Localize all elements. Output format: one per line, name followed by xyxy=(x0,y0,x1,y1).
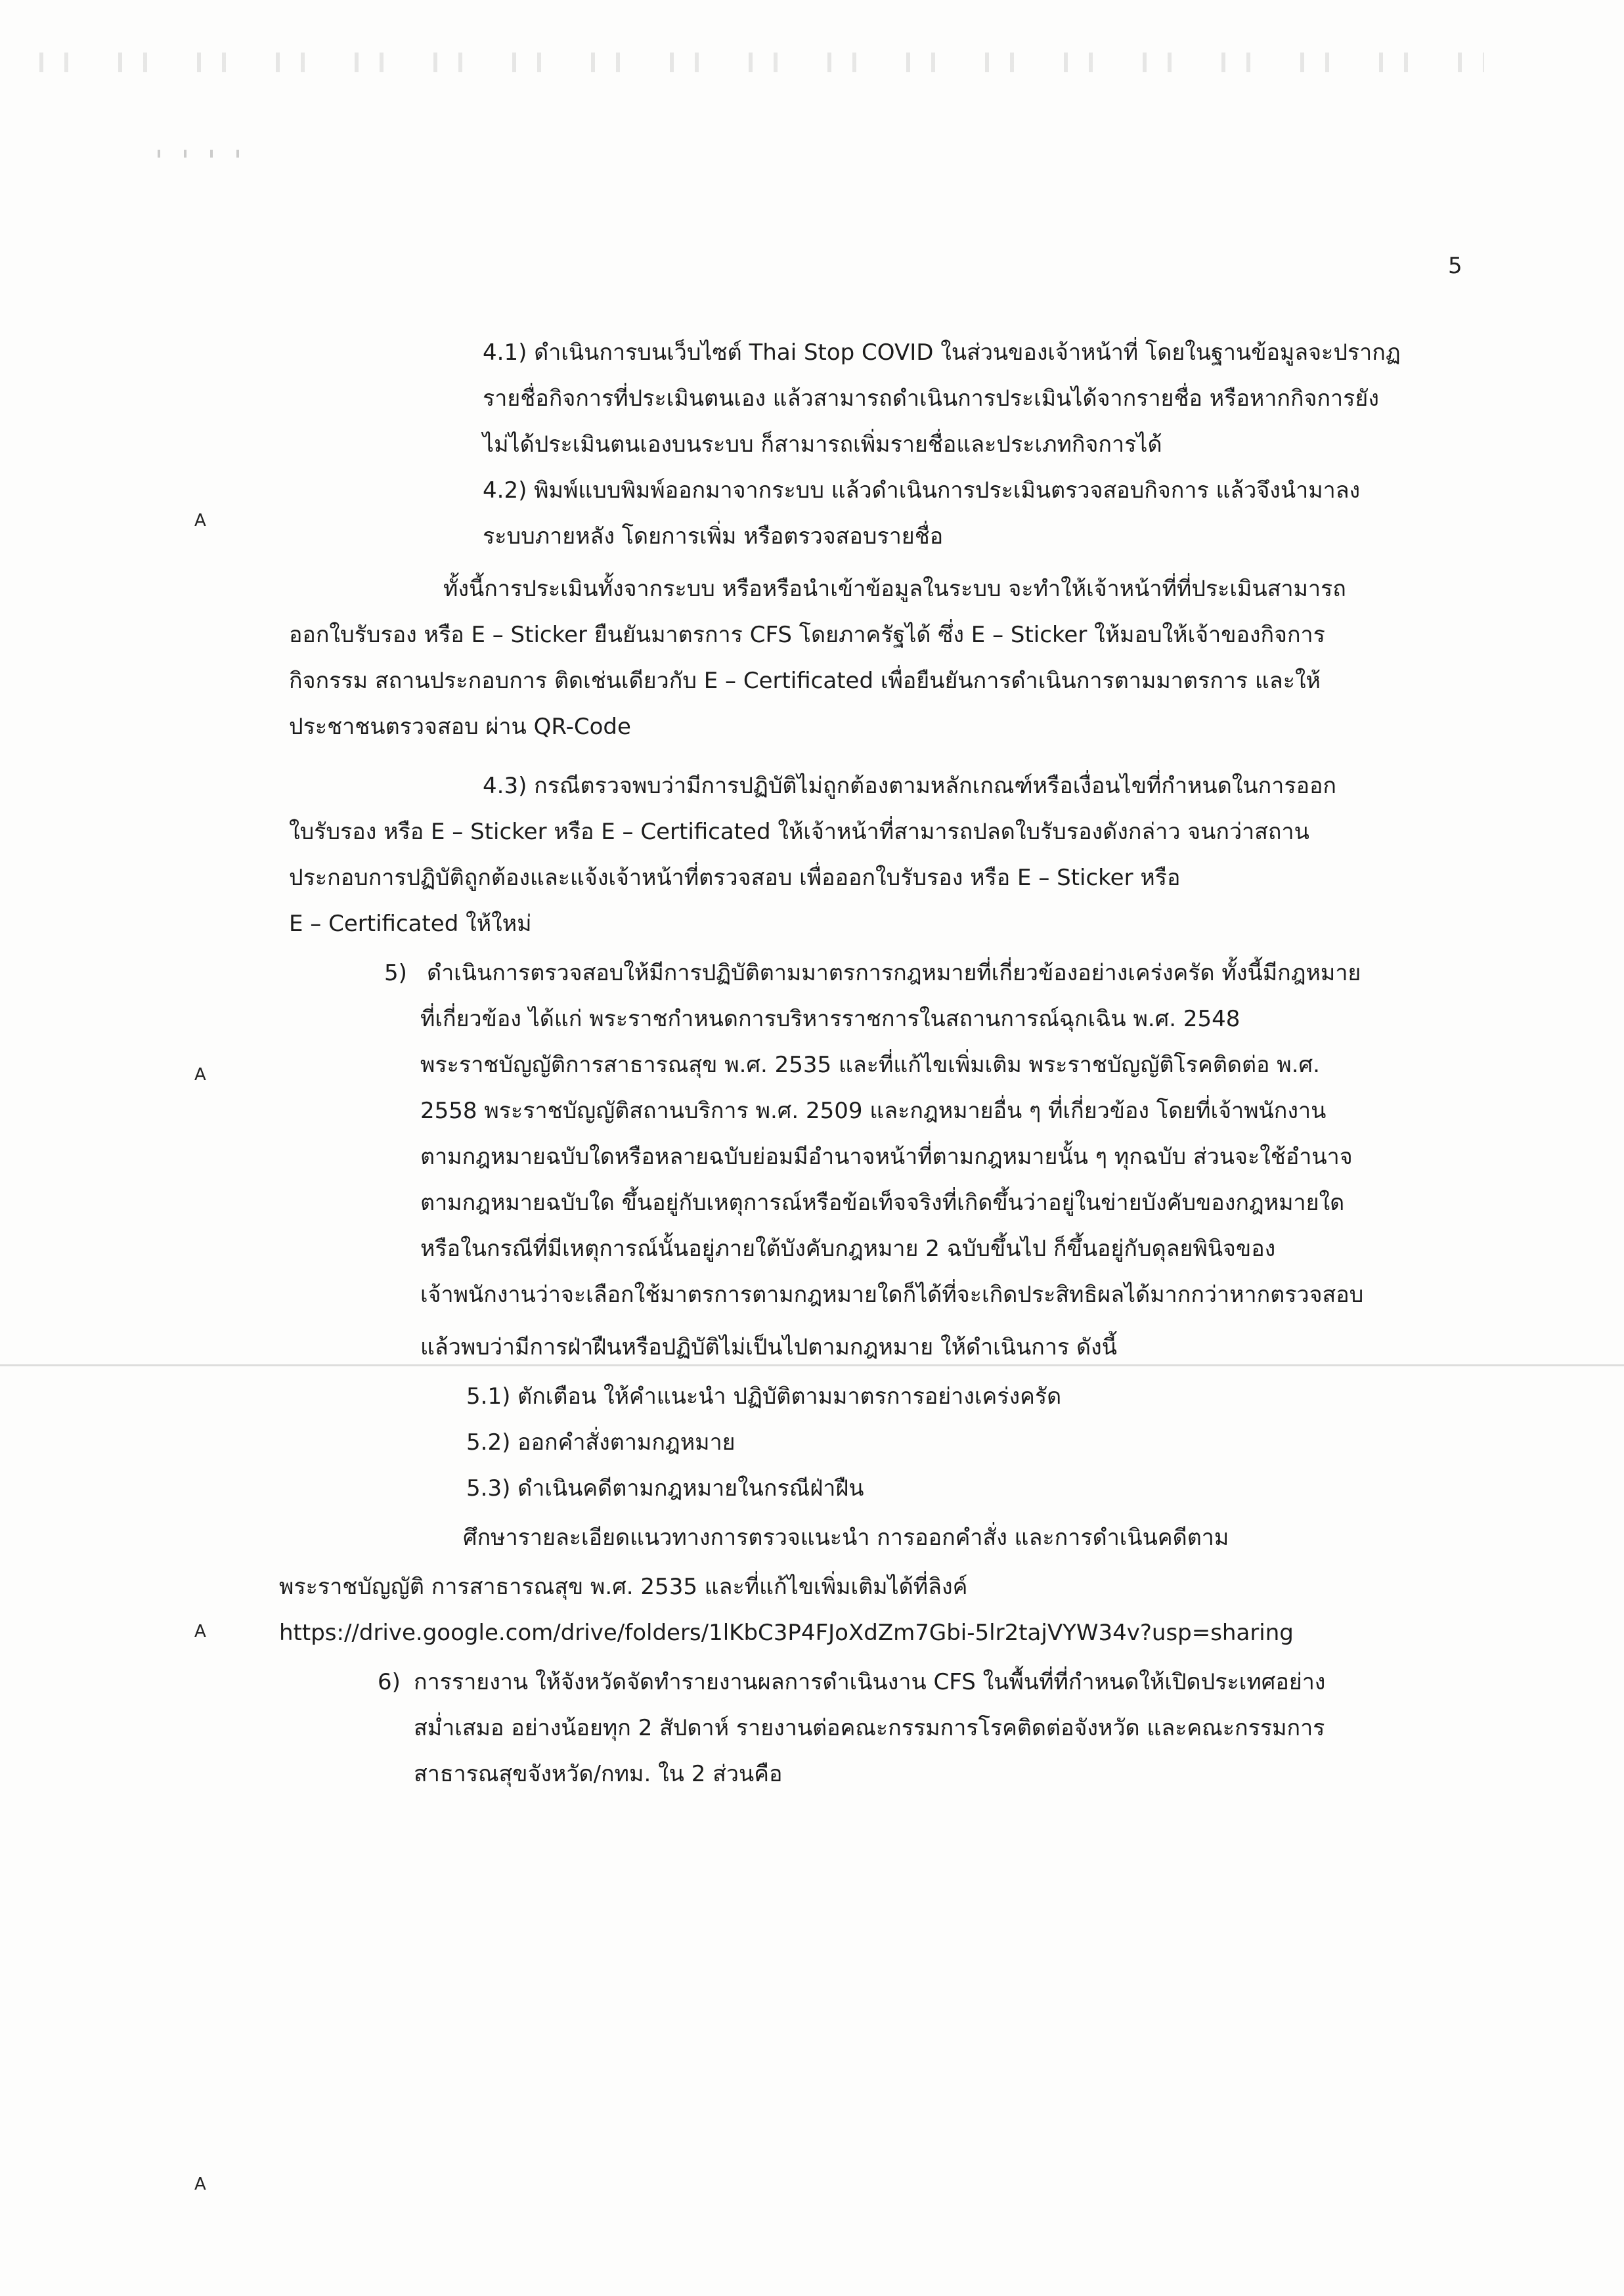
text-line: สาธารณสุขจังหวัด/กทม. ใน 2 ส่วนคือ xyxy=(414,1761,783,1787)
text-line: ใบรับรอง หรือ E – Sticker หรือ E – Certificated ให้เจ้าหน้าที่สามารถปลดใบรับรองดังกล่าว จนกว่าสถาน xyxy=(289,819,1309,845)
text-line: ออกใบรับรอง หรือ E – Sticker ยืนยันมาตรการ CFS โดยภาครัฐได้ ซึ่ง E – Sticker ให้มอบให้เจ้าของกิจการ xyxy=(289,622,1325,648)
text-line: ดำเนินการตรวจสอบให้มีการปฏิบัติตามมาตรการกฎหมายที่เกี่ยวข้องอย่างเคร่งครัด ทั้งนี้มีกฎหมาย xyxy=(427,960,1361,986)
list-number: 5) xyxy=(384,960,407,986)
list-number: 6) xyxy=(378,1669,401,1695)
scan-noise xyxy=(39,53,1484,72)
text-line: การรายงาน ให้จังหวัดจัดทำรายงานผลการดำเนินงาน CFS ในพื้นที่ที่กำหนดให้เปิดประเทศอย่าง xyxy=(414,1669,1326,1695)
text-line: ประกอบการปฏิบัติถูกต้องและแจ้งเจ้าหน้าที่ตรวจสอบ เพื่อออกใบรับรอง หรือ E – Sticker หรือ xyxy=(289,865,1181,891)
text-line: พระราชบัญญัติ การสาธารณสุข พ.ศ. 2535 และที่แก้ไขเพิ่มเติมได้ที่ลิงค์ xyxy=(279,1574,968,1600)
text-line: ศึกษารายละเอียดแนวทางการตรวจแนะนำ การออกคำสั่ง และการดำเนินคดีตาม xyxy=(463,1525,1229,1551)
text-line: ตามกฎหมายฉบับใดหรือหลายฉบับย่อมมีอำนาจหน้าที่ตามกฎหมายนั้น ๆ ทุกฉบับ ส่วนจะใช้อำนาจ xyxy=(420,1144,1353,1170)
text-line: แล้วพบว่ามีการฝ่าฝืนหรือปฏิบัติไม่เป็นไปตามกฎหมาย ให้ดำเนินการ ดังนี้ xyxy=(420,1334,1117,1360)
text-line: ประชาชนตรวจสอบ ผ่าน QR-Code xyxy=(289,714,631,740)
text-line: ไม่ได้ประเมินตนเองบนระบบ ก็สามารถเพิ่มรายชื่อและประเภทกิจการได้ xyxy=(483,431,1162,458)
margin-mark: A xyxy=(194,511,206,531)
text-line: สม่ำเสมอ อย่างน้อยทุก 2 สัปดาห์ รายงานต่อคณะกรรมการโรคติดต่อจังหวัด และคณะกรรมการ xyxy=(414,1715,1325,1741)
text-line: หรือในกรณีที่มีเหตุการณ์นั้นอยู่ภายใต้บังคับกฎหมาย 2 ฉบับขึ้นไป ก็ขึ้นอยู่กับดุลยพินิจของ xyxy=(420,1236,1276,1262)
text-line: พระราชบัญญัติการสาธารณสุข พ.ศ. 2535 และที่แก้ไขเพิ่มเติม พระราชบัญญัติโรคติดต่อ พ.ศ. xyxy=(420,1052,1320,1078)
text-line: เจ้าพนักงานว่าจะเลือกใช้มาตรการตามกฎหมายใดก็ได้ที่จะเกิดประสิทธิผลได้มากกว่าหากตรวจสอบ xyxy=(420,1282,1364,1308)
text-line: ตามกฎหมายฉบับใด ขึ้นอยู่กับเหตุการณ์หรือข้อเท็จจริงที่เกิดขึ้นว่าอยู่ในข่ายบังคับของกฎหมายใด xyxy=(420,1190,1345,1216)
text-line: 5.2) ออกคำสั่งตามกฎหมาย xyxy=(466,1429,735,1456)
text-line: รายชื่อกิจการที่ประเมินตนเอง แล้วสามารถดำเนินการประเมินได้จากรายชื่อ หรือหากกิจการยัง xyxy=(483,385,1379,412)
text-line: 5.1) ตักเตือน ให้คำแนะนำ ปฏิบัติตามมาตรการอย่างเคร่งครัด xyxy=(466,1383,1062,1410)
text-line: 2558 พระราชบัญญัติสถานบริการ พ.ศ. 2509 และกฎหมายอื่น ๆ ที่เกี่ยวข้อง โดยที่เจ้าพนักงาน xyxy=(420,1098,1327,1124)
margin-mark: A xyxy=(194,1065,206,1085)
text-line: ระบบภายหลัง โดยการเพิ่ม หรือตรวจสอบรายชื่อ xyxy=(483,523,944,550)
text-line: 4.2) พิมพ์แบบพิมพ์ออกมาจากระบบ แล้วดำเนินการประเมินตรวจสอบกิจการ แล้วจึงนำมาลง xyxy=(483,477,1361,504)
scan-dots xyxy=(158,150,263,158)
text-line: E – Certificated ให้ใหม่ xyxy=(289,911,532,937)
text-line: 4.1) ดำเนินการบนเว็บไซต์ Thai Stop COVID ในส่วนของเจ้าหน้าที่ โดยในฐานข้อมูลจะปรากฏ xyxy=(483,339,1401,366)
text-line: ที่เกี่ยวข้อง ได้แก่ พระราชกำหนดการบริหารราชการในสถานการณ์ฉุกเฉิน พ.ศ. 2548 xyxy=(420,1006,1240,1032)
text-line: กิจกรรม สถานประกอบการ ติดเช่นเดียวกับ E – Certificated เพื่อยืนยันการดำเนินการตามมาตรการ และให้ xyxy=(289,668,1321,694)
scan-line xyxy=(0,1364,1624,1366)
text-line: ทั้งนี้การประเมินทั้งจากระบบ หรือหรือนำเข้าข้อมูลในระบบ จะทำให้เจ้าหน้าที่ที่ประเมินสามารถ xyxy=(443,576,1346,602)
margin-mark: A xyxy=(194,1622,206,1641)
text-line: 4.3) กรณีตรวจพบว่ามีการปฏิบัติไม่ถูกต้องตามหลักเกณฑ์หรือเงื่อนไขที่กำหนดในการออก xyxy=(483,773,1337,799)
link-text[interactable]: https://drive.google.com/drive/folders/1lKbC3P4FJoXdZm7Gbi-5lr2tajVYW34v?usp=sharing xyxy=(279,1620,1294,1646)
page-number: 5 xyxy=(1448,253,1462,279)
margin-mark: A xyxy=(194,2175,206,2194)
text-line: 5.3) ดำเนินคดีตามกฎหมายในกรณีฝ่าฝืน xyxy=(466,1475,864,1502)
